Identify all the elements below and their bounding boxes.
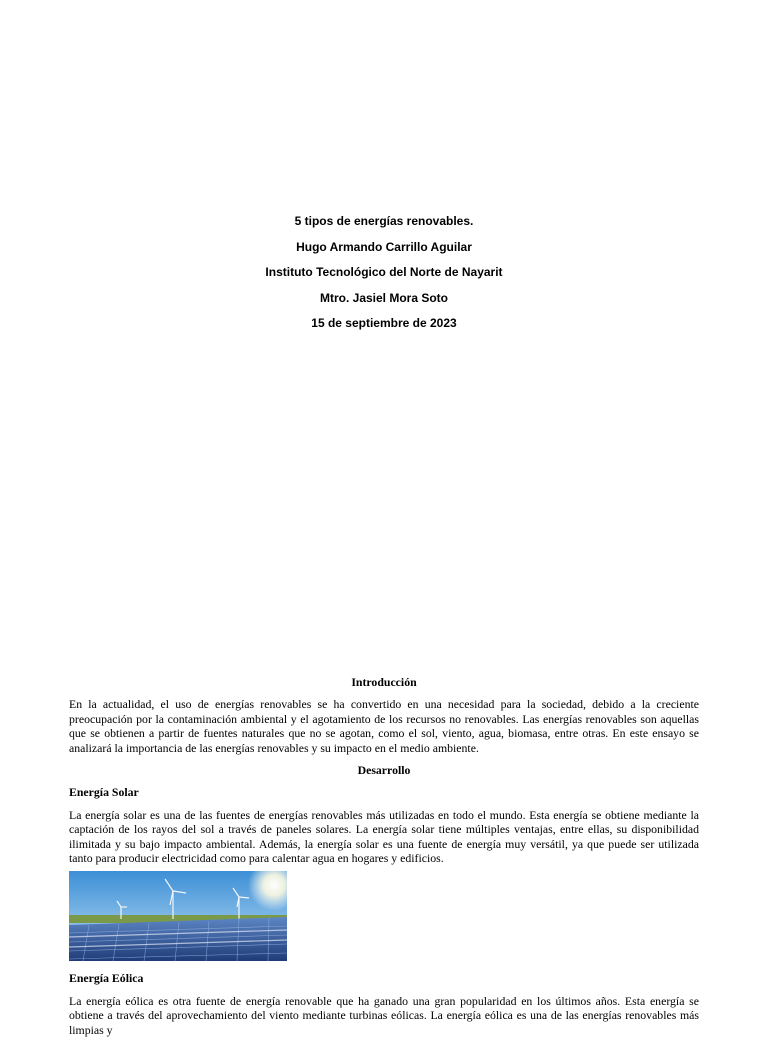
teacher-name: Mtro. Jasiel Mora Soto	[319, 290, 449, 305]
author-name: Hugo Armando Carrillo Aguilar	[296, 239, 472, 254]
solar-panels-image	[69, 871, 287, 961]
solar-paragraph: La energía solar es una de las fuentes de energías renovables más utilizadas en todo el mundo. Esta energía se obtiene mediante la captación de los rayos del sol a través de paneles solares. La energía solar tiene múltiples ventajas, entre ellas, su disponibilidad ilimitada y su bajo impacto ambiental. Además, la energía solar es una fuente de energía muy versátil, ya que puede ser utilizada tanto para producir electricidad como para calentar agua en hogares y edificios.	[69, 807, 699, 866]
introduction-paragraph: En la actualidad, el uso de energías renovables se ha convertido en una necesidad para la sociedad, debido a la creciente preocupación por la contaminación ambiental y el agotamiento de los recursos no renovables. Las energías renovables son aquellas que se obtienen a partir de fuentes naturales que no se agotan, como el sol, viento, agua, biomasa, entre otras. En este ensayo se analizará la importancia de las energías renovables y su impacto en el medio ambiente.	[69, 697, 699, 755]
eolica-heading: Energía Eólica	[69, 971, 144, 986]
development-heading: Desarrollo	[357, 763, 411, 778]
solar-heading: Energía Solar	[69, 785, 139, 800]
eolica-paragraph: La energía eólica es otra fuente de energía renovable que ha ganado una gran popularidad en los últimos años. Esta energía se obtiene a través del aprovechamiento del viento mediante turbinas eólicas. La energía eólica es una de las energías renovables más limpias y	[69, 993, 699, 1037]
document-date: 15 de septiembre de 2023	[311, 316, 457, 330]
document-title: 5 tipos de energías renovables.	[294, 214, 474, 228]
introduction-heading: Introducción	[351, 675, 417, 689]
cover-page	[0, 213, 768, 341]
document-body	[69, 675, 699, 1045]
institution-name: Instituto Tecnológico del Norte de Nayarit	[265, 265, 503, 279]
